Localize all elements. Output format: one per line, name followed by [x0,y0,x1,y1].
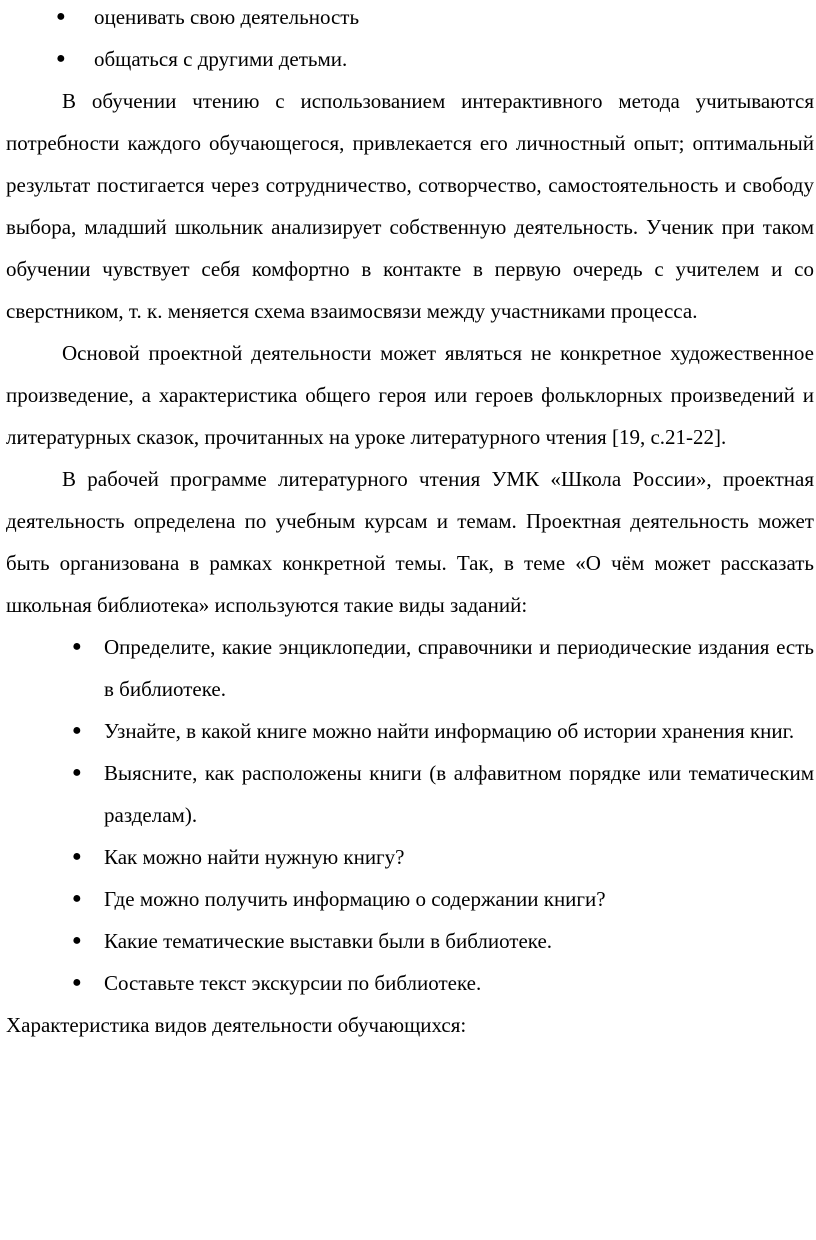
list-item-text: оценивать свою деятельность [94,5,360,29]
paragraph-work-program: В рабочей программе литературного чтения УМК «Школа России», проектная деятельность определена по учебным курсам и темам. Проектная деятельность может быть организована в рамках конкретной темы. Так, в теме «О чём может рассказать школьная библиотека» используются такие виды заданий: [6,467,814,617]
list-item [6,836,814,878]
list-item [6,752,814,836]
bullet-icon: ● [56,50,66,67]
paragraph-project-basis: Основой проектной деятельности может являться не конкретное художественное произведение, а характеристика общего героя или героев фольклорных произведений и литературных сказок, прочитанных на уроке литературного чтения [19, с.21-22]. [6,341,814,449]
list-item-text: Как можно найти нужную книгу? [104,845,405,869]
list-item [6,0,814,38]
list-item-text: Выясните, как расположены книги (в алфавитном порядке или тематическим разделам). [104,761,814,827]
document-body [6,0,814,1046]
task-bullet-list [6,626,814,1004]
intro-bullet-list [6,0,814,80]
list-item [6,626,814,710]
list-item-text: Где можно получить информацию о содержании книги? [104,887,606,911]
list-item [6,962,814,1004]
bullet-icon: ● [72,848,82,865]
list-item-text: общаться с другими детьми. [94,47,348,71]
bullet-icon: ● [72,764,82,781]
closing-line: Характеристика видов деятельности обучающихся: [6,1013,467,1037]
list-item-text: Узнайте, в какой книге можно найти информацию об истории хранения книг. [104,719,795,743]
bullet-icon: ● [72,722,82,739]
list-item [6,710,814,752]
list-item [6,38,814,80]
list-item [6,920,814,962]
bullet-icon: ● [72,638,82,655]
list-item-text: Какие тематические выставки были в библиотеке. [104,929,553,953]
list-item [6,878,814,920]
list-item-text: Определите, какие энциклопедии, справочники и периодические издания есть в библиотеке. [104,635,814,701]
list-item-text: Составьте текст экскурсии по библиотеке. [104,971,482,995]
bullet-icon: ● [72,974,82,991]
bullet-icon: ● [56,8,66,25]
bullet-icon: ● [72,932,82,949]
paragraph-interactive-method: В обучении чтению с использованием интерактивного метода учитываются потребности каждого обучающегося, привлекается его личностный опыт; оптимальный результат постигается через сотрудничество, сотворчество, самостоятельность и свободу выбора, младший школьник анализирует собственную деятельность. Ученик при таком обучении чувствует себя комфортно в контакте в первую очередь с учителем и со сверстником, т. к. меняется схема взаимосвязи между участниками процесса. [6,89,814,323]
bullet-icon: ● [72,890,82,907]
